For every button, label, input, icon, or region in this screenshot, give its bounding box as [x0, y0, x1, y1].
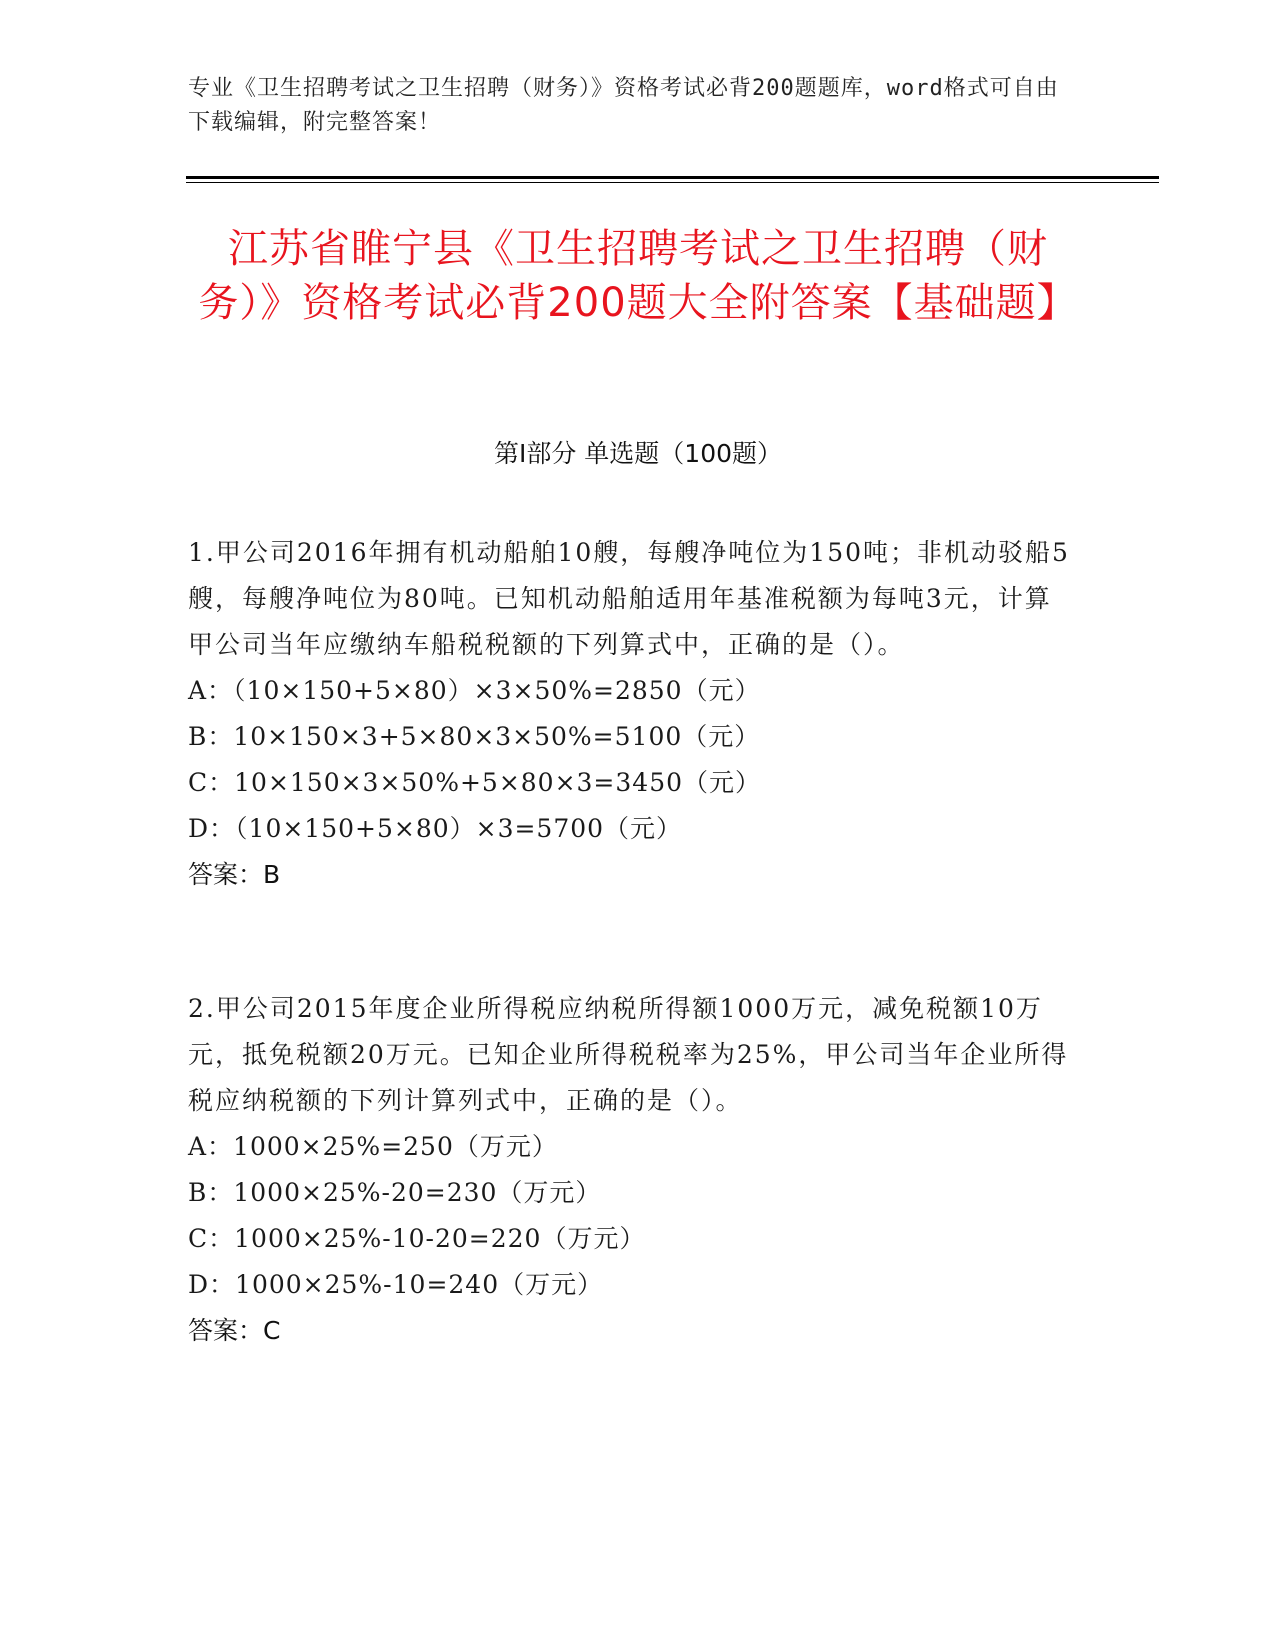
- option-b: B：1000×25%-20=230（万元）: [188, 1178, 602, 1207]
- option-a: A：（10×150+5×80）×3×50%=2850（元）: [188, 676, 761, 705]
- header-note: 专业《卫生招聘考试之卫生招聘（财务）》资格考试必背200题题库，word格式可自由下载编辑，附完整答案！: [188, 76, 1059, 135]
- answer: 答案：B: [188, 860, 281, 889]
- option-c: C：1000×25%-10-20=220（万元）: [188, 1224, 646, 1253]
- option-a: A：1000×25%=250（万元）: [188, 1132, 558, 1161]
- question-stem: 2.甲公司2015年度企业所得税应纳税所得额1000万元，减免税额10万元，抵免税额20万元。已知企业所得税税率为25%，甲公司当年企业所得税应纳税额的下列计算列式中，正确的是（）。: [188, 994, 1069, 1115]
- option-b: B：10×150×3+5×80×3×50%=5100（元）: [188, 722, 761, 751]
- option-d: D：1000×25%-10=240（万元）: [188, 1270, 604, 1299]
- header-divider-thick: [186, 176, 1159, 179]
- question-2: [188, 986, 1078, 1354]
- header-divider-thin: [186, 182, 1159, 183]
- answer: 答案：C: [188, 1316, 281, 1345]
- question-1: [188, 530, 1078, 898]
- option-c: C：10×150×3×50%+5×80×3=3450（元）: [188, 768, 762, 797]
- section-title: 第I部分 单选题（100题）: [493, 439, 783, 468]
- document-title: 江苏省睢宁县《卫生招聘考试之卫生招聘（财务）》资格考试必背200题大全附答案【基础题】: [198, 226, 1078, 326]
- question-stem: 1.甲公司2016年拥有机动船舶10艘，每艘净吨位为150吨；非机动驳船5艘，每艘净吨位为80吨。已知机动船舶适用年基准税额为每吨3元，计算甲公司当年应缴纳车船税税额的下列算式中，正确的是（）。: [188, 538, 1070, 659]
- option-d: D：（10×150+5×80）×3=5700（元）: [188, 814, 683, 843]
